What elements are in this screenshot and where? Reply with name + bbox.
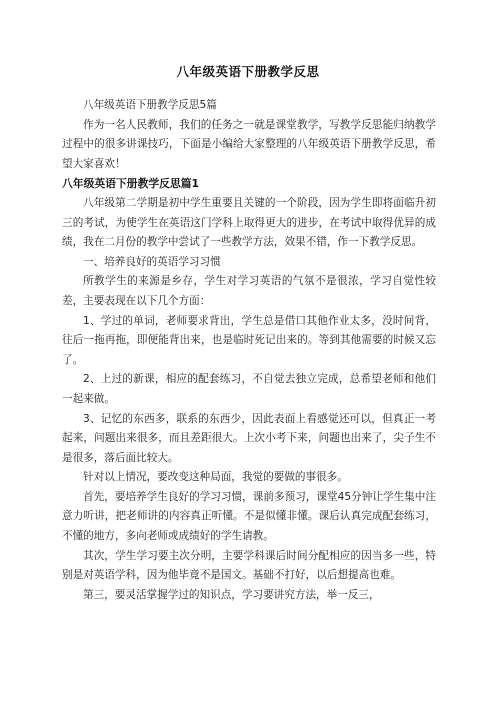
section-heading: 八年级英语下册教学反思篇1 — [62, 177, 200, 191]
body-paragraph: 八年级第二学期是初中学生重要且关键的一个阶段，因为学生即将面临升初三的考试，为使学生在英语这门学科上取得更大的进步，在考试中取得优异的成绩，我在二月份的教学中尝试了一些教学方法，效果不错，作一下教学反思。 — [62, 196, 436, 249]
intro-paragraph: 作为一名人民教师，我们的任务之一就是课堂教学，写教学反思能归纳教学过程中的很多讲课技巧，下面是小编给大家整理的八年级英语下册教学反思，希望大家喜欢！ — [62, 118, 436, 170]
body-paragraph: 针对以上情况，要改变这种局面，我觉的要做的事很多。 — [83, 471, 348, 484]
body-paragraph: 首先，要培养学生良好的学习习惯，课前多预习，课堂45分钟让学生集中注意力听讲，把老师讲的内容真正听懂。不是似懂非懂。课后认真完成配套练习，不懂的地方，多向老师或成绩好的学生请教。 — [62, 490, 436, 543]
list-item-paragraph: 2、上过的新课，相应的配套练习，不自觉去独立完成，总希望老师和他们一起来做。 — [62, 373, 436, 405]
document-title: 八年级英语下册教学反思 — [176, 64, 320, 79]
document-body — [62, 96, 436, 605]
document-subtitle: 八年级英语下册教学反思5篇 — [83, 99, 217, 111]
list-item-paragraph: 1、学过的单词，老师要求背出，学生总是借口其他作业太多，没时间背，往后一拖再拖，即便能背出来，也是临时死记出来的。等到其他需要的时候又忘了。 — [62, 314, 436, 366]
body-paragraph: 其次，学生学习要主次分明，主要学科课后时间分配相应的因当多一些，特别是对英语学科，因为他毕竟不是国文。基础不打好，以后想提高也难。 — [62, 549, 436, 582]
subheading-paragraph: 一、培养良好的英语学习习惯 — [83, 255, 221, 268]
list-item-paragraph: 3、记忆的东西多，联系的东西少，因此表面上看感觉还可以，但真正一考起来，问题出来很多，而且差距很大。上次小考下来，问题也出来了，尖子生不是很多，落后面比较大。 — [62, 412, 436, 464]
body-paragraph: 第三，要灵活掌握学过的知识点，学习要讲究方法，举一反三， — [83, 588, 380, 601]
body-paragraph: 所教学生的来源是乡存，学生对学习英语的气氛不是很浓，学习自觉性较差，主要表现在以下几个方面： — [62, 275, 436, 307]
